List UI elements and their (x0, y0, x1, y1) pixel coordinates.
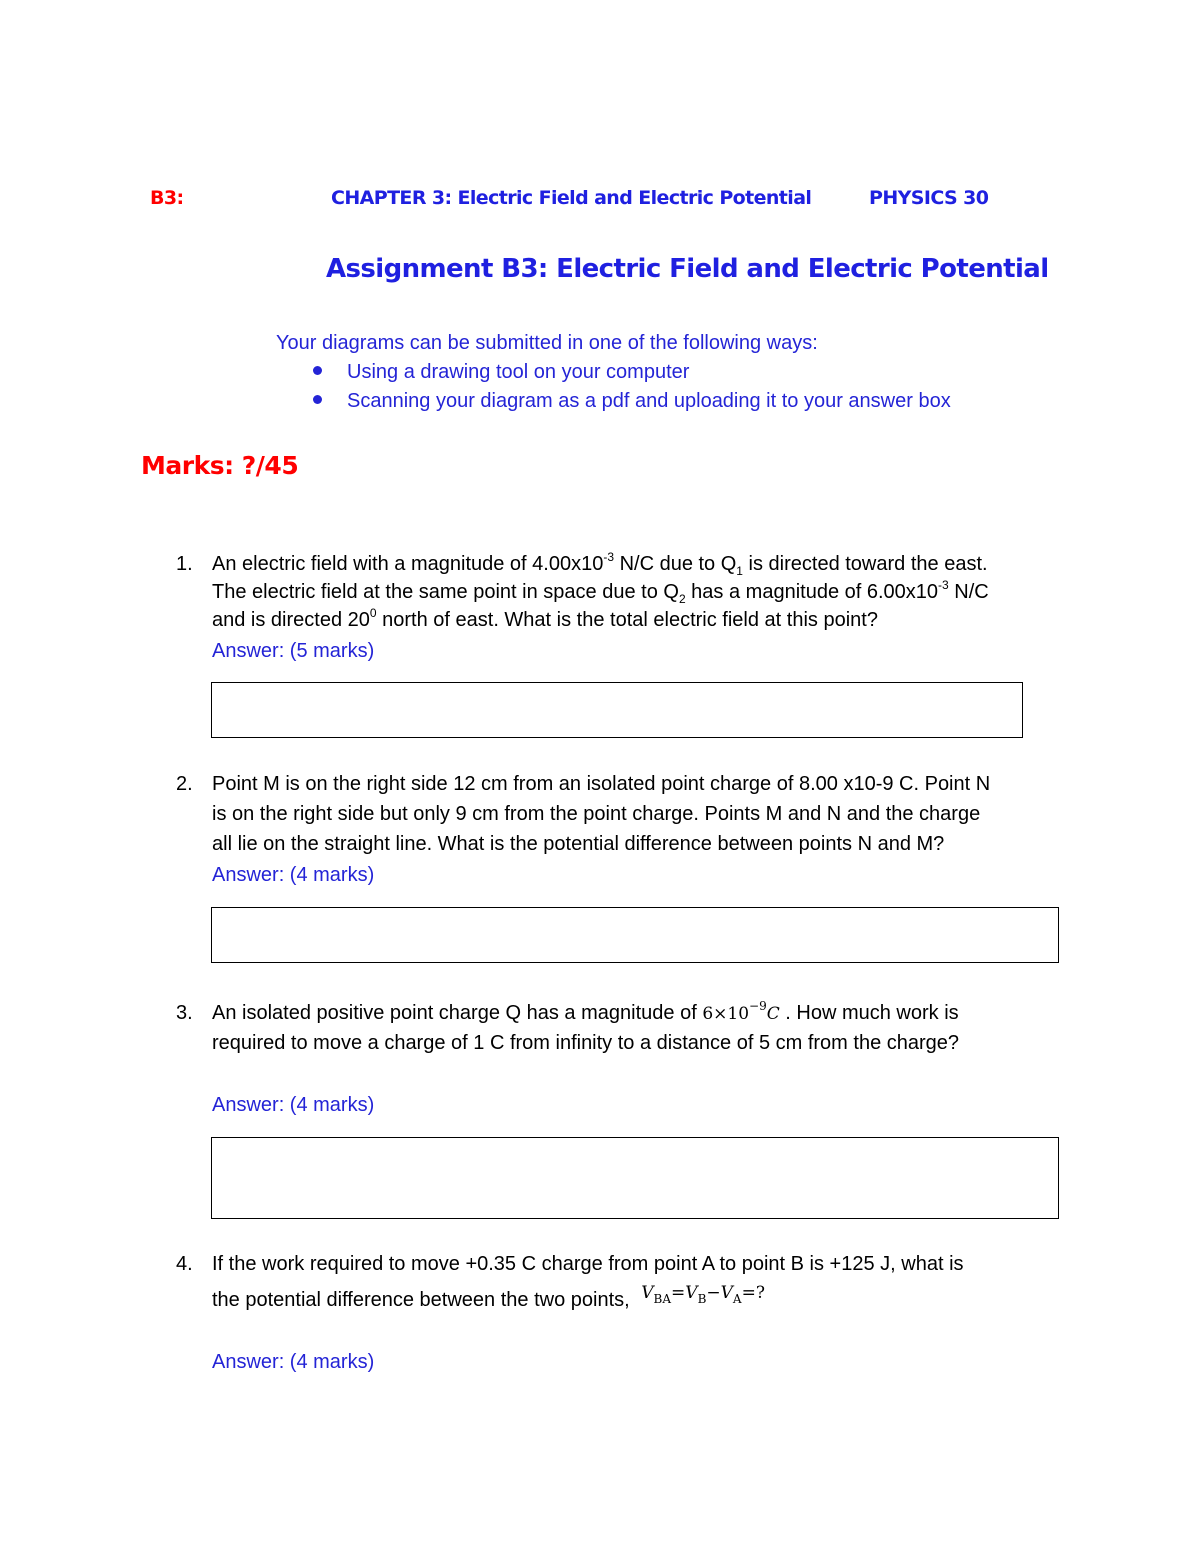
question-1-answer-label: Answer: (5 marks) (212, 640, 375, 662)
header-chapter-title: CHAPTER 3: Electric Field and Electric Potential (331, 187, 812, 209)
bullet-icon (313, 366, 322, 375)
question-2-line-3: all lie on the straight line. What is the potential difference between points N and M? (212, 833, 945, 855)
intro-text: Your diagrams can be submitted in one of the following ways: (276, 332, 818, 354)
question-3-line-2: required to move a charge of 1 C from infinity to a distance of 5 cm from the charge? (212, 1032, 960, 1054)
potential-difference-formula: VBA=VB−VA=? (641, 1283, 765, 1306)
question-2-line-1: Point M is on the right side 12 cm from an isolated point charge of 8.00 x10-9 C. Point N (212, 773, 991, 795)
question-4-line-1: If the work required to move +0.35 C charge from point A to point B is +125 J, what is (212, 1253, 964, 1275)
bullet-text: Scanning your diagram as a pdf and uploading it to your answer box (347, 390, 951, 412)
question-4-line-2: the potential difference between the two points, $^{V_{BA}=V_B-V_A=?}$ (212, 1283, 765, 1311)
question-number: 4. (176, 1253, 193, 1275)
question-2-line-2: is on the right side but only 9 cm from the point charge. Points M and N and the charge (212, 803, 981, 825)
charge-magnitude-formula: $6\times 10^{-9}C$ (702, 999, 780, 1024)
question-2-answer-label: Answer: (4 marks) (212, 864, 375, 886)
question-number: 2. (176, 773, 193, 795)
question-2-answer-box[interactable] (211, 907, 1059, 963)
question-3-answer-box[interactable] (211, 1137, 1059, 1219)
question-3-answer-label: Answer: (4 marks) (212, 1094, 375, 1116)
question-number: 3. (176, 1002, 193, 1024)
marks-total: Marks: ?/45 (141, 451, 299, 480)
bullet-icon (313, 395, 322, 404)
assignment-title: Assignment B3: Electric Field and Electric Potential (326, 254, 1049, 284)
question-1-line-3: and is directed $20^0$ north of east. What is the total electric field at this point? (212, 606, 878, 631)
question-1-line-1: An electric field with a magnitude of $4.00x10^{-3}$ N/C due to $Q_1$ is directed toward the east. (212, 550, 988, 578)
intro-bullet-item (313, 390, 951, 413)
header-section-code: B3: (150, 187, 184, 209)
bullet-text: Using a drawing tool on your computer (347, 361, 690, 383)
question-3-line-1: An isolated positive point charge Q has a magnitude of $6\times 10^{-9}C$ . How much work is (212, 999, 959, 1024)
question-number: 1. (176, 553, 193, 575)
question-1-answer-box[interactable] (211, 682, 1023, 738)
question-4-answer-label: Answer: (4 marks) (212, 1351, 375, 1373)
question-1-line-2: The electric field at the same point in space due to $Q_2$ has a magnitude of $6.00x10^{-3}$ N/C (212, 578, 989, 606)
intro-bullet-item (313, 361, 689, 384)
header-course-name: PHYSICS 30 (869, 187, 989, 209)
